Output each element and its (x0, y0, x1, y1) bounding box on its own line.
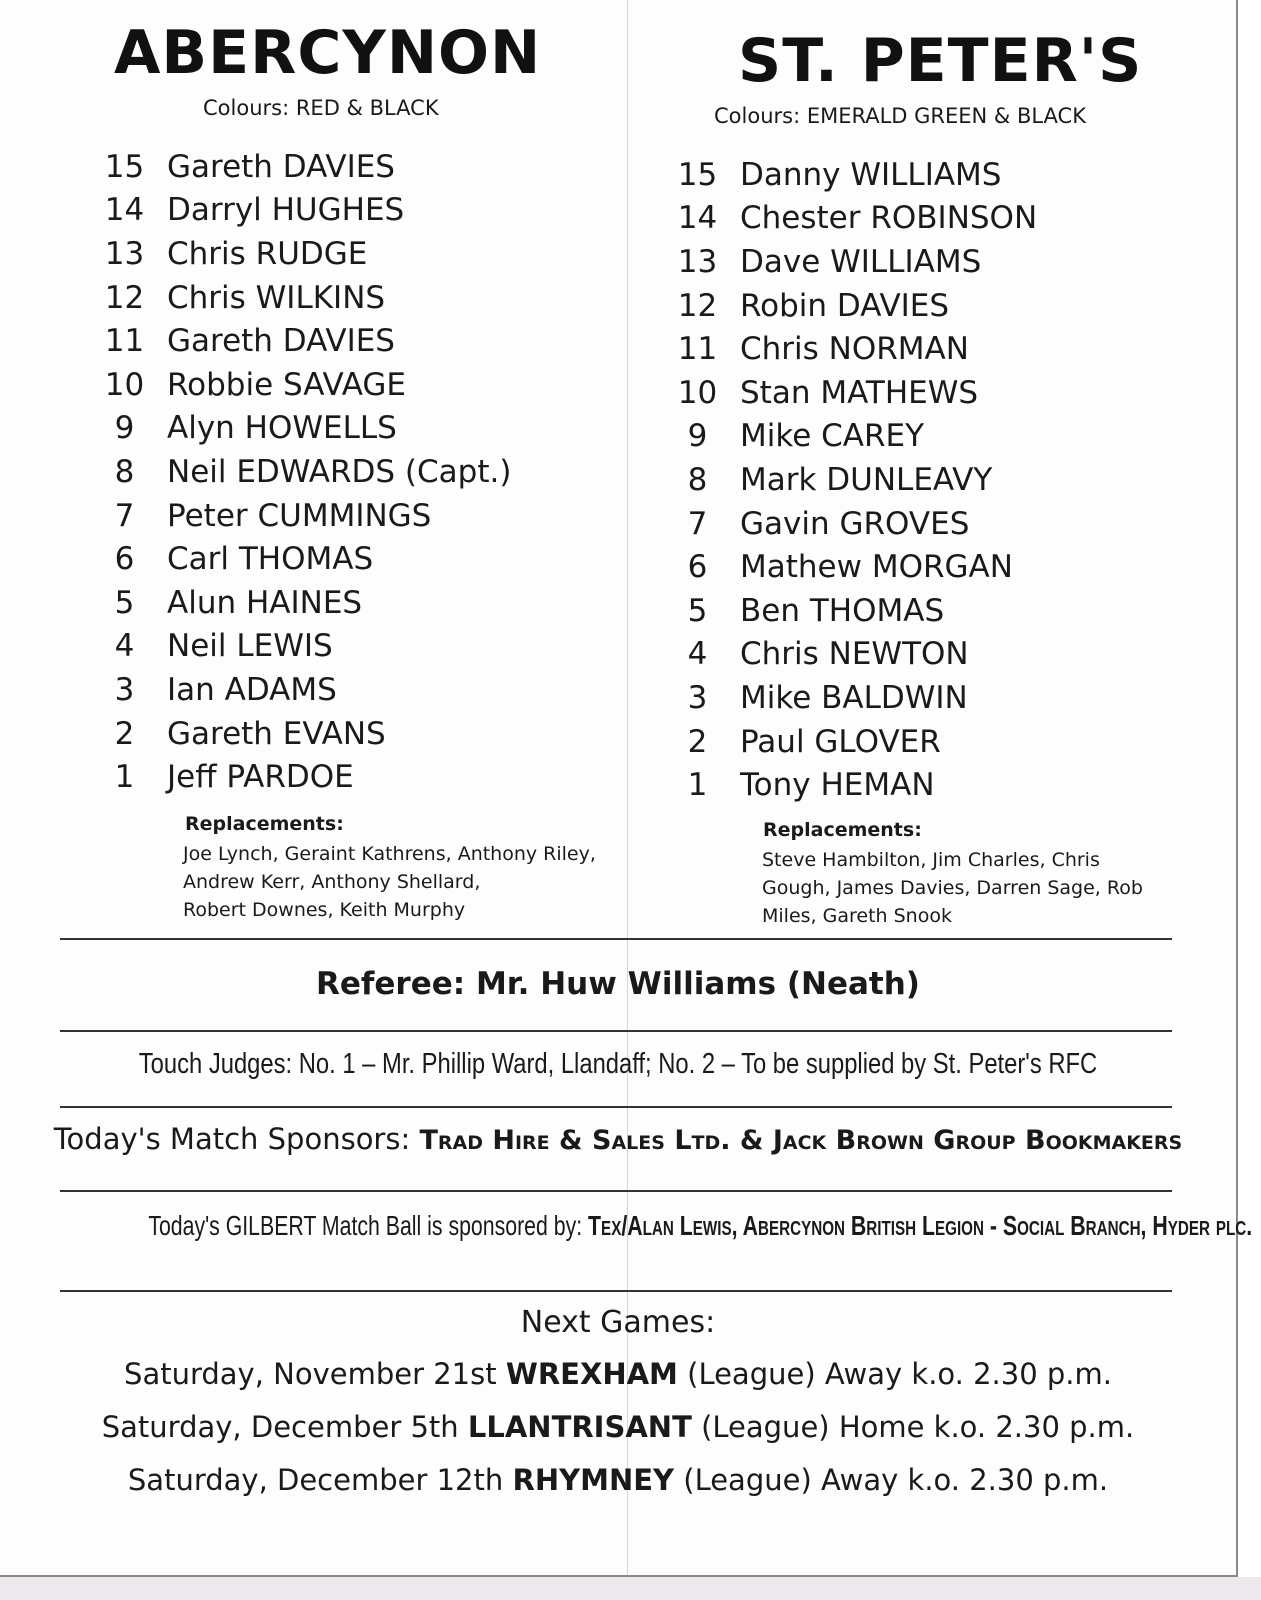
replacements-line: Steve Hambilton, Jim Charles, Chris (762, 849, 1100, 871)
player-number: 5 (687, 592, 708, 629)
player-number: 3 (114, 671, 135, 708)
next-game-row (0, 1410, 1236, 1444)
player-name: Stan MATHEWS (740, 374, 979, 411)
away-player-row (655, 720, 1037, 764)
player-number: 9 (687, 418, 708, 455)
player-number: 12 (677, 287, 718, 324)
player-name: Carl THOMAS (167, 541, 374, 578)
game-opponent: LLANTRISANT (467, 1410, 692, 1444)
player-number: 14 (677, 200, 718, 237)
player-number: 6 (687, 549, 708, 586)
player-number: 7 (687, 505, 708, 542)
player-name: Neil EDWARDS (Capt.) (167, 453, 512, 490)
player-name: Chris WILKINS (167, 279, 386, 316)
player-name: Ben THOMAS (740, 592, 945, 629)
away-replacements-list (762, 846, 1143, 930)
match-ball-label: Today's GILBERT Match Ball is sponsored by: (148, 1210, 583, 1241)
away-team-name: ST. PETER'S (738, 26, 1143, 96)
away-player-row (655, 197, 1037, 241)
home-player-row (82, 189, 511, 233)
match-sponsors-names: Trad Hire & Sales Ltd. & Jack Brown Group Bookmakers (419, 1125, 1183, 1156)
player-name: Peter CUMMINGS (167, 497, 432, 534)
match-sponsors-label: Today's Match Sponsors: (53, 1122, 411, 1156)
away-roster (655, 153, 1037, 807)
player-name: Robbie SAVAGE (167, 366, 406, 403)
home-player-row (82, 232, 511, 276)
divider (60, 1030, 1172, 1032)
referee-line: Referee: Mr. Huw Williams (Neath) (316, 966, 920, 1002)
player-number: 8 (114, 453, 135, 490)
player-name: Danny WILLIAMS (740, 156, 1002, 193)
away-player-row (655, 589, 1037, 633)
player-name: Dave WILLIAMS (740, 243, 982, 280)
player-number: 15 (104, 148, 145, 185)
home-player-row (82, 494, 511, 538)
away-player-row (655, 545, 1037, 589)
player-number: 5 (114, 584, 135, 621)
next-game-row (0, 1357, 1236, 1391)
home-player-row (82, 755, 511, 799)
player-number: 15 (677, 156, 718, 193)
home-player-row (82, 276, 511, 320)
match-ball-sponsors: Tex/Alan Lewis, Abercynon British Legion - Social Branch, Hyder plc. (588, 1210, 1253, 1241)
player-name: Darryl HUGHES (167, 192, 405, 229)
away-player-row (655, 415, 1037, 459)
home-player-row (82, 407, 511, 451)
away-player-row (655, 763, 1037, 807)
away-player-row (655, 458, 1037, 502)
player-name: Chester ROBINSON (740, 200, 1038, 237)
replacements-line: Miles, Gareth Snook (762, 905, 952, 927)
replacements-line: Gough, James Davies, Darren Sage, Rob (762, 877, 1143, 899)
replacements-line: Robert Downes, Keith Murphy (183, 899, 466, 921)
home-team-name: ABERCYNON (114, 18, 542, 88)
player-name: Mathew MORGAN (740, 549, 1013, 586)
away-player-row (655, 240, 1037, 284)
home-player-row (82, 363, 511, 407)
player-number: 7 (114, 497, 135, 534)
home-player-row (82, 712, 511, 756)
away-player-row (655, 284, 1037, 328)
game-details: (League) Away k.o. 2.30 p.m. (683, 1463, 1109, 1497)
divider (60, 1190, 1172, 1192)
player-number: 9 (114, 410, 135, 447)
player-number: 2 (687, 723, 708, 760)
game-opponent: WREXHAM (505, 1357, 678, 1391)
home-player-row (82, 145, 511, 189)
player-number: 13 (104, 235, 145, 272)
player-name: Gavin GROVES (740, 505, 970, 542)
away-player-row (655, 371, 1037, 415)
player-name: Robin DAVIES (740, 287, 950, 324)
player-number: 10 (104, 366, 145, 403)
home-player-row (82, 319, 511, 363)
player-name: Mike BALDWIN (740, 679, 968, 716)
player-number: 2 (114, 715, 135, 752)
away-player-row (655, 502, 1037, 546)
next-games-title: Next Games: (520, 1305, 716, 1340)
divider (60, 938, 1172, 940)
game-date: Saturday, December 12th (127, 1463, 504, 1497)
replacements-line: Andrew Kerr, Anthony Shellard, (183, 871, 481, 893)
player-number: 8 (687, 461, 708, 498)
player-name: Chris NORMAN (740, 331, 969, 368)
player-name: Chris RUDGE (167, 235, 368, 272)
player-name: Paul GLOVER (740, 723, 941, 760)
player-number: 11 (677, 331, 718, 368)
touch-judges-line: Touch Judges: No. 1 – Mr. Phillip Ward, Llandaff; No. 2 – To be supplied by St. Peter's RFC (138, 1048, 1098, 1080)
away-player-row (655, 327, 1037, 371)
player-name: Alun HAINES (167, 584, 363, 621)
player-name: Mike CAREY (740, 418, 925, 455)
home-roster (82, 145, 511, 799)
game-details: (League) Home k.o. 2.30 p.m. (701, 1410, 1135, 1444)
player-number: 1 (114, 759, 135, 796)
player-number: 12 (104, 279, 145, 316)
game-details: (League) Away k.o. 2.30 p.m. (687, 1357, 1112, 1391)
player-name: Chris NEWTON (740, 636, 969, 673)
home-replacements-heading: Replacements: (185, 813, 344, 835)
away-team-colours: Colours: EMERALD GREEN & BLACK (714, 104, 1086, 128)
match-sponsors-line (0, 1122, 1236, 1156)
player-number: 4 (687, 636, 708, 673)
player-number: 14 (104, 192, 145, 229)
player-number: 6 (114, 541, 135, 578)
away-replacements-heading: Replacements: (763, 819, 922, 841)
background-strip (0, 1577, 1261, 1600)
player-number: 11 (104, 323, 145, 360)
game-date: Saturday, November 21st (124, 1357, 497, 1391)
home-team-colours: Colours: RED & BLACK (203, 96, 439, 120)
player-number: 3 (687, 679, 708, 716)
next-game-row (0, 1463, 1236, 1497)
player-name: Neil LEWIS (167, 628, 333, 665)
player-number: 1 (687, 767, 708, 804)
player-name: Jeff PARDOE (167, 759, 354, 796)
home-player-row (82, 581, 511, 625)
player-name: Gareth EVANS (167, 715, 386, 752)
replacements-line: Joe Lynch, Geraint Kathrens, Anthony Riley, (183, 843, 596, 865)
home-player-row (82, 450, 511, 494)
player-name: Gareth DAVIES (167, 148, 395, 185)
home-player-row (82, 668, 511, 712)
player-name: Gareth DAVIES (167, 323, 395, 360)
player-name: Mark DUNLEAVY (740, 461, 993, 498)
home-player-row (82, 537, 511, 581)
away-player-row (655, 676, 1037, 720)
player-number: 4 (114, 628, 135, 665)
away-player-row (655, 153, 1037, 197)
match-ball-line (148, 1210, 1253, 1242)
divider (60, 1290, 1172, 1292)
player-number: 10 (677, 374, 718, 411)
game-date: Saturday, December 5th (101, 1410, 459, 1444)
home-replacements-list (183, 840, 596, 924)
divider (60, 1106, 1172, 1108)
home-player-row (82, 625, 511, 669)
player-name: Alyn HOWELLS (167, 410, 397, 447)
player-number: 13 (677, 243, 718, 280)
player-name: Tony HEMAN (740, 767, 935, 804)
away-player-row (655, 633, 1037, 677)
player-name: Ian ADAMS (167, 671, 337, 708)
game-opponent: RHYMNEY (512, 1463, 675, 1497)
